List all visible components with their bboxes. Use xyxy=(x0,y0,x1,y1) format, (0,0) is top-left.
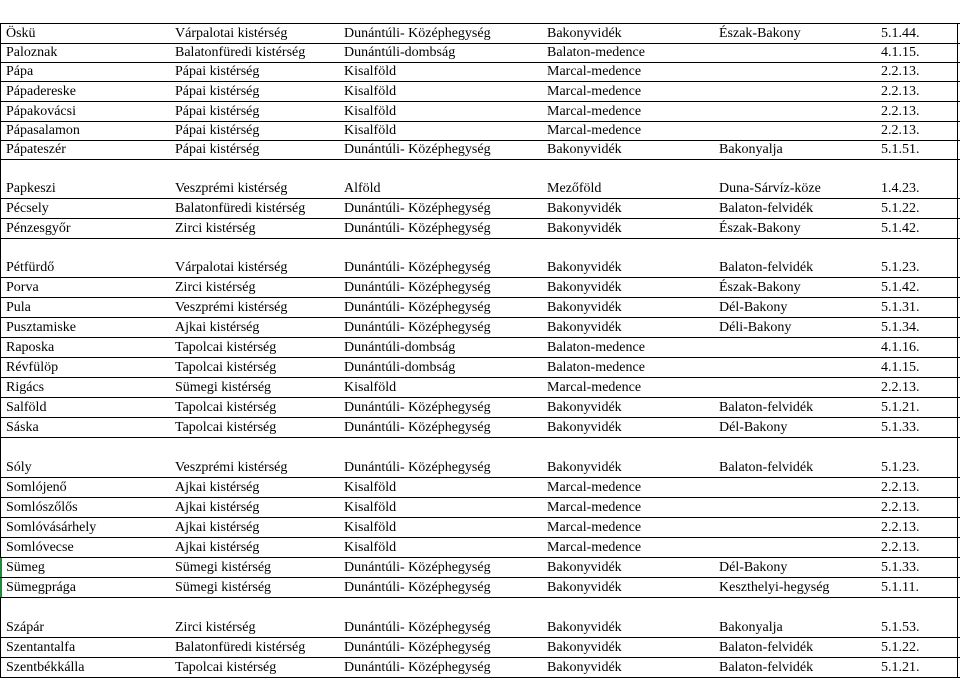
cell-mesoregion: Bakonyvidék xyxy=(547,620,622,635)
grid-line xyxy=(0,337,960,338)
grid-line xyxy=(0,377,960,378)
grid-line xyxy=(0,557,960,558)
cell-municipality: Salföld xyxy=(6,400,47,415)
cell-municipality: Pápadereske xyxy=(6,84,76,99)
cell-microregion: Balaton-felvidék xyxy=(719,660,814,675)
cell-mesoregion: Marcal-medence xyxy=(547,104,642,119)
cell-mesoregion: Bakonyvidék xyxy=(547,660,622,675)
cell-mesoregion: Balaton-medence xyxy=(547,360,645,375)
cell-macroregion: Kisalföld xyxy=(344,123,397,138)
cell-macroregion: Dunántúli- Középhegység xyxy=(344,580,491,595)
cell-macroregion: Dunántúli- Középhegység xyxy=(344,26,491,41)
grid-line xyxy=(0,140,960,141)
cell-subregion: Várpalotai kistérség xyxy=(175,26,288,41)
cell-subregion: Veszprémi kistérség xyxy=(175,181,288,196)
grid-line xyxy=(0,357,960,358)
cell-code: 4.1.15. xyxy=(881,45,920,60)
cell-subregion: Tapolcai kistérség xyxy=(175,420,277,435)
cell-macroregion: Kisalföld xyxy=(344,480,397,495)
cell-subregion: Balatonfüredi kistérség xyxy=(175,640,306,655)
cell-mesoregion: Bakonyvidék xyxy=(547,580,622,595)
cell-code: 5.1.34. xyxy=(881,320,920,335)
cell-macroregion: Kisalföld xyxy=(344,540,397,555)
cell-municipality: Pécsely xyxy=(6,201,49,216)
cell-municipality: Pápasalamon xyxy=(6,123,80,138)
cell-microregion: Balaton-felvidék xyxy=(719,400,814,415)
cell-macroregion: Dunántúli- Középhegység xyxy=(344,400,491,415)
cell-mesoregion: Marcal-medence xyxy=(547,480,642,495)
cell-macroregion: Dunántúli- Középhegység xyxy=(344,201,491,216)
cell-municipality: Pápa xyxy=(6,64,34,79)
cell-subregion: Zirci kistérség xyxy=(175,620,256,635)
cell-municipality: Pápateszér xyxy=(6,142,66,157)
cell-subregion: Pápai kistérség xyxy=(175,84,260,99)
cell-code: 2.2.13. xyxy=(881,520,920,535)
cell-subregion: Sümegi kistérség xyxy=(175,380,272,395)
cell-macroregion: Kisalföld xyxy=(344,520,397,535)
cell-municipality: Somlójenő xyxy=(6,480,67,495)
cell-microregion: Dél-Bakony xyxy=(719,420,788,435)
cell-microregion: Duna-Sárvíz-köze xyxy=(719,181,821,196)
cell-macroregion: Dunántúli- Középhegység xyxy=(344,560,491,575)
cell-subregion: Veszprémi kistérség xyxy=(175,460,288,475)
cell-subregion: Balatonfüredi kistérség xyxy=(175,201,306,216)
cell-code: 5.1.42. xyxy=(881,221,920,236)
cell-microregion: Észak-Bakony xyxy=(719,280,801,295)
cell-microregion: Észak-Bakony xyxy=(719,221,801,236)
cell-subregion: Ajkai kistérség xyxy=(175,480,260,495)
cell-mesoregion: Marcal-medence xyxy=(547,380,642,395)
cell-subregion: Várpalotai kistérség xyxy=(175,260,288,275)
cell-macroregion: Dunántúli- Középhegység xyxy=(344,620,491,635)
cell-code: 5.1.23. xyxy=(881,260,920,275)
cell-code: 2.2.13. xyxy=(881,480,920,495)
cell-microregion: Keszthelyi-hegység xyxy=(719,580,830,595)
cell-code: 5.1.53. xyxy=(881,620,920,635)
grid-line xyxy=(0,597,960,598)
grid-line xyxy=(0,317,960,318)
cell-subregion: Sümegi kistérség xyxy=(175,580,272,595)
cell-microregion: Balaton-felvidék xyxy=(719,460,814,475)
grid-line xyxy=(0,159,960,160)
cell-mesoregion: Marcal-medence xyxy=(547,123,642,138)
cell-subregion: Pápai kistérség xyxy=(175,64,260,79)
cell-municipality: Porva xyxy=(6,280,39,295)
cell-municipality: Rigács xyxy=(6,380,45,395)
cell-mesoregion: Bakonyvidék xyxy=(547,560,622,575)
cell-code: 5.1.21. xyxy=(881,400,920,415)
cell-mesoregion: Bakonyvidék xyxy=(547,280,622,295)
cell-code: 2.2.13. xyxy=(881,64,920,79)
cell-microregion: Dél-Bakony xyxy=(719,300,788,315)
cell-mesoregion: Bakonyvidék xyxy=(547,420,622,435)
grid-line xyxy=(0,677,960,678)
cell-code: 1.4.23. xyxy=(881,181,920,196)
cell-municipality: Papkeszi xyxy=(6,181,56,196)
grid-line xyxy=(0,62,960,63)
cell-code: 5.1.21. xyxy=(881,660,920,675)
cell-macroregion: Dunántúli- Középhegység xyxy=(344,300,491,315)
cell-mesoregion: Bakonyvidék xyxy=(547,26,622,41)
row-highlight-marker xyxy=(0,558,2,577)
cell-code: 5.1.33. xyxy=(881,560,920,575)
cell-macroregion: Dunántúli- Középhegység xyxy=(344,420,491,435)
cell-subregion: Ajkai kistérség xyxy=(175,520,260,535)
cell-subregion: Tapolcai kistérség xyxy=(175,400,277,415)
cell-macroregion: Kisalföld xyxy=(344,500,397,515)
grid-line xyxy=(0,277,960,278)
cell-macroregion: Kisalföld xyxy=(344,104,397,119)
cell-mesoregion: Mezőföld xyxy=(547,181,602,196)
grid-line xyxy=(0,238,960,239)
cell-mesoregion: Bakonyvidék xyxy=(547,201,622,216)
cell-municipality: Pusztamiske xyxy=(6,320,76,335)
cell-code: 5.1.31. xyxy=(881,300,920,315)
cell-microregion: Bakonyalja xyxy=(719,142,783,157)
cell-subregion: Veszprémi kistérség xyxy=(175,300,288,315)
grid-line xyxy=(0,297,960,298)
cell-macroregion: Dunántúli- Középhegység xyxy=(344,142,491,157)
cell-macroregion: Dunántúli-dombság xyxy=(344,360,456,375)
grid-line xyxy=(0,218,960,219)
cell-code: 5.1.44. xyxy=(881,26,920,41)
cell-code: 5.1.33. xyxy=(881,420,920,435)
grid-line xyxy=(0,537,960,538)
cell-subregion: Pápai kistérség xyxy=(175,104,260,119)
grid-line xyxy=(0,81,960,82)
cell-mesoregion: Bakonyvidék xyxy=(547,260,622,275)
cell-mesoregion: Marcal-medence xyxy=(547,540,642,555)
cell-macroregion: Alföld xyxy=(344,181,381,196)
cell-subregion: Zirci kistérség xyxy=(175,221,256,236)
cell-mesoregion: Balaton-medence xyxy=(547,340,645,355)
cell-municipality: Pápakovácsi xyxy=(6,104,76,119)
cell-municipality: Pula xyxy=(6,300,31,315)
grid-line xyxy=(0,637,960,638)
cell-code: 5.1.51. xyxy=(881,142,920,157)
cell-municipality: Szentantalfa xyxy=(6,640,76,655)
cell-subregion: Pápai kistérség xyxy=(175,123,260,138)
cell-mesoregion: Bakonyvidék xyxy=(547,320,622,335)
cell-subregion: Ajkai kistérség xyxy=(175,320,260,335)
cell-code: 4.1.15. xyxy=(881,360,920,375)
cell-microregion: Észak-Bakony xyxy=(719,26,801,41)
cell-microregion: Balaton-felvidék xyxy=(719,640,814,655)
cell-macroregion: Kisalföld xyxy=(344,380,397,395)
grid-line xyxy=(0,577,960,578)
cell-municipality: Révfülöp xyxy=(6,360,59,375)
grid-line xyxy=(0,397,960,398)
cell-municipality: Sáska xyxy=(6,420,39,435)
cell-code: 2.2.13. xyxy=(881,380,920,395)
cell-municipality: Somlóvecse xyxy=(6,540,74,555)
grid-line xyxy=(0,477,960,478)
cell-macroregion: Kisalföld xyxy=(344,84,397,99)
grid-line xyxy=(0,437,960,438)
cell-subregion: Ajkai kistérség xyxy=(175,540,260,555)
cell-macroregion: Dunántúli- Középhegység xyxy=(344,221,491,236)
cell-microregion: Balaton-felvidék xyxy=(719,260,814,275)
cell-municipality: Raposka xyxy=(6,340,55,355)
cell-mesoregion: Bakonyvidék xyxy=(547,142,622,157)
cell-macroregion: Dunántúli- Középhegység xyxy=(344,260,491,275)
cell-macroregion: Dunántúli- Középhegység xyxy=(344,640,491,655)
cell-code: 2.2.13. xyxy=(881,500,920,515)
grid-line xyxy=(0,121,960,122)
cell-mesoregion: Balaton-medence xyxy=(547,45,645,60)
cell-municipality: Somlóvásárhely xyxy=(6,520,97,535)
cell-subregion: Tapolcai kistérség xyxy=(175,660,277,675)
cell-code: 5.1.22. xyxy=(881,201,920,216)
cell-mesoregion: Marcal-medence xyxy=(547,520,642,535)
cell-subregion: Zirci kistérség xyxy=(175,280,256,295)
cell-mesoregion: Bakonyvidék xyxy=(547,400,622,415)
cell-code: 2.2.13. xyxy=(881,104,920,119)
grid-line xyxy=(957,23,958,677)
cell-macroregion: Dunántúli- Középhegység xyxy=(344,280,491,295)
cell-macroregion: Dunántúli-dombság xyxy=(344,45,456,60)
cell-macroregion: Dunántúli- Középhegység xyxy=(344,660,491,675)
cell-code: 5.1.11. xyxy=(881,580,919,595)
grid-line xyxy=(0,198,960,199)
cell-microregion: Balaton-felvidék xyxy=(719,201,814,216)
grid-line xyxy=(0,23,960,24)
cell-subregion: Sümegi kistérség xyxy=(175,560,272,575)
cell-macroregion: Dunántúli- Középhegység xyxy=(344,320,491,335)
cell-municipality: Sümeg xyxy=(6,560,45,575)
cell-municipality: Somlószőlős xyxy=(6,500,78,515)
cell-municipality: Paloznak xyxy=(6,45,58,60)
cell-municipality: Szentbékkálla xyxy=(6,660,85,675)
cell-code: 2.2.13. xyxy=(881,540,920,555)
cell-municipality: Szápár xyxy=(6,620,45,635)
cell-code: 4.1.16. xyxy=(881,340,920,355)
cell-municipality: Sóly xyxy=(6,460,32,475)
cell-municipality: Pénzesgyőr xyxy=(6,221,71,236)
cell-macroregion: Dunántúli- Középhegység xyxy=(344,460,491,475)
cell-mesoregion: Bakonyvidék xyxy=(547,300,622,315)
cell-code: 5.1.23. xyxy=(881,460,920,475)
cell-code: 5.1.22. xyxy=(881,640,920,655)
cell-subregion: Tapolcai kistérség xyxy=(175,340,277,355)
cell-microregion: Déli-Bakony xyxy=(719,320,792,335)
grid-line xyxy=(0,657,960,658)
grid-line xyxy=(0,417,960,418)
cell-municipality: Sümegprága xyxy=(6,580,76,595)
grid-line xyxy=(0,101,960,102)
cell-microregion: Dél-Bakony xyxy=(719,560,788,575)
grid-line xyxy=(0,517,960,518)
cell-mesoregion: Bakonyvidék xyxy=(547,460,622,475)
cell-code: 2.2.13. xyxy=(881,84,920,99)
cell-macroregion: Kisalföld xyxy=(344,64,397,79)
cell-code: 5.1.42. xyxy=(881,280,920,295)
cell-mesoregion: Bakonyvidék xyxy=(547,221,622,236)
cell-mesoregion: Bakonyvidék xyxy=(547,640,622,655)
cell-mesoregion: Marcal-medence xyxy=(547,84,642,99)
cell-subregion: Pápai kistérség xyxy=(175,142,260,157)
cell-subregion: Balatonfüredi kistérség xyxy=(175,45,306,60)
grid-line xyxy=(0,497,960,498)
cell-mesoregion: Marcal-medence xyxy=(547,64,642,79)
cell-mesoregion: Marcal-medence xyxy=(547,500,642,515)
cell-microregion: Bakonyalja xyxy=(719,620,783,635)
cell-municipality: Öskü xyxy=(6,26,36,41)
cell-subregion: Tapolcai kistérség xyxy=(175,360,277,375)
row-highlight-marker xyxy=(0,578,2,597)
cell-municipality: Pétfürdő xyxy=(6,260,55,275)
cell-macroregion: Dunántúli-dombság xyxy=(344,340,456,355)
cell-subregion: Ajkai kistérség xyxy=(175,500,260,515)
grid-line xyxy=(0,43,960,44)
cell-code: 2.2.13. xyxy=(881,123,920,138)
